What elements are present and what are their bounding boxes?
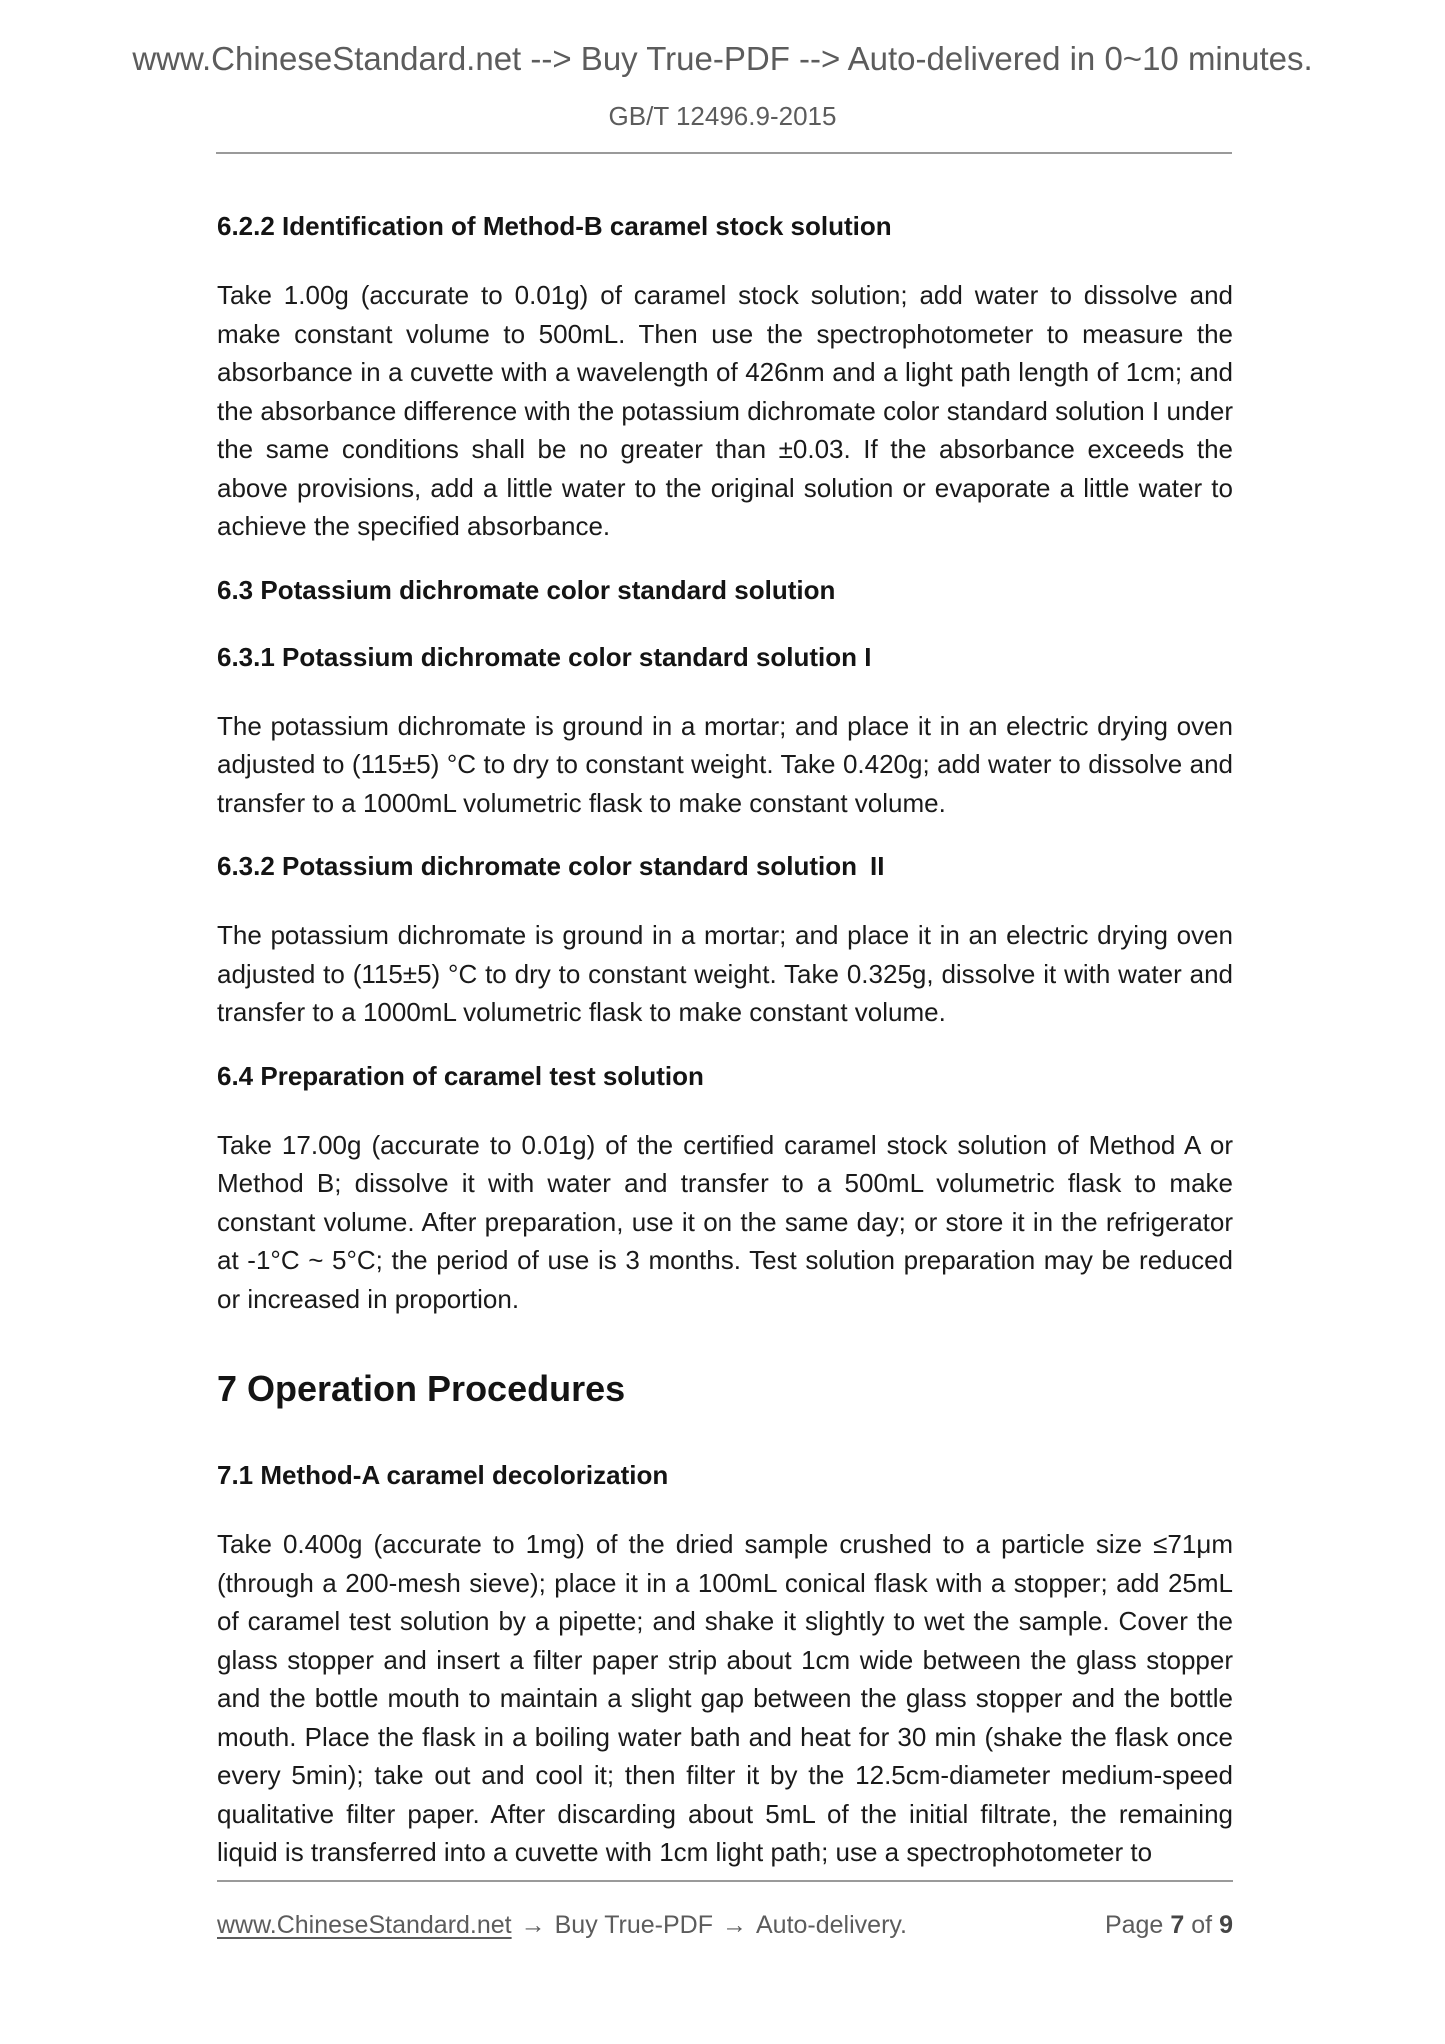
site-banner: www.ChineseStandard.net --> Buy True-PDF --> Auto-delivered in 0~10 minutes.: [132, 40, 1313, 77]
of-label: of: [1191, 1911, 1213, 1939]
footer-row: [217, 1910, 1233, 1940]
paragraph: The potassium dichromate is ground in a mortar; and place it in an electric drying oven adjusted to (115±5) °C to dry to constant weight. Take 0.420g; add water to dissolve and transfer to a 1000mL volumetric flask to make constant volume.: [217, 710, 1233, 818]
footer-buy-label: Buy True-PDF: [554, 1911, 713, 1939]
page-footer: [217, 1880, 1233, 1940]
arrow-right-icon: →: [722, 1911, 747, 1939]
current-page-number: 7: [1170, 1911, 1185, 1939]
section-heading: 7.1 Method-A caramel decolorization: [217, 1460, 669, 1490]
section-heading: 6.3.1 Potassium dichromate color standard solution I: [217, 641, 872, 672]
footer-left: [217, 1910, 907, 1940]
arrow-right-icon: →: [520, 1911, 546, 1939]
footer-site-link[interactable]: www.ChineseStandard.net: [217, 1911, 512, 1939]
section-heading: 6.3.2 Potassium dichromate color standard solution II: [217, 851, 885, 881]
section-heading: 6.4 Preparation of caramel test solution: [217, 1060, 704, 1091]
paragraph: Take 1.00g (accurate to 0.01g) of caramel stock solution; add water to dissolve and make constant volume to 500mL. Then use the spectrophotometer to measure the absorbance in a cuvette with a wavelength of 426nm and a light path length of 1cm; and the absorbance difference with the potassium dichromate color standard solution I under the same conditions shall be no greater than ±0.03. If the absorbance exceeds the above provisions, add a little water to the original solution or evaporate a little water to achieve the specified absorbance.: [217, 280, 1233, 541]
section-heading: 6.2.2 Identification of Method-B caramel stock solution: [217, 211, 892, 241]
section-heading: 6.3 Potassium dichromate color standard solution: [217, 574, 836, 605]
paragraph: The potassium dichromate is ground in a mortar; and place it in an electric drying oven adjusted to (115±5) °C to dry to constant weight. Take 0.325g, dissolve it with water and transfer to a 1000mL volumetric flask to make constant volume.: [217, 920, 1233, 1027]
total-pages-number: 9: [1219, 1911, 1233, 1939]
page-label: Page: [1104, 1911, 1164, 1939]
footer-delivery-label: Auto-delivery.: [756, 1911, 907, 1939]
chapter-heading: 7 Operation Procedures: [217, 1368, 626, 1409]
paragraph: Take 17.00g (accurate to 0.01g) of the certified caramel stock solution of Method A or Method B; dissolve it with water and transfer to a 500mL volumetric flask to make constant volume. After preparation, use it on the same day; or store it in the refrigerator at -1°C ~ 5°C; the period of use is 3 months. Test solution preparation may be reduced or increased in proportion.: [217, 1129, 1233, 1314]
page-indicator: [1105, 1910, 1233, 1940]
footer-divider: [217, 1880, 1233, 1882]
document-body: [217, 154, 1233, 1902]
paragraph: Take 0.400g (accurate to 1mg) of the dried sample crushed to a particle size ≤71μm (through a 200-mesh sieve); place it in a 100mL conical flask with a stopper; add 25mL of caramel test solution by a pipette; and shake it slightly to wet the sample. Cover the glass stopper and insert a filter paper strip about 1cm wide between the glass stopper and the bottle mouth to maintain a slight gap between the glass stopper and the bottle mouth. Place the flask in a boiling water bath and heat for 30 min (shake the flask once every 5min); take out and cool it; then filter it by the 12.5cm-diameter medium-speed qualitative filter paper. After discarding about 5mL of the initial filtrate, the remaining liquid is transferred into a cuvette with 1cm light path; use a spectrophotometer to: [217, 1529, 1233, 1867]
standard-number: GB/T 12496.9-2015: [608, 101, 837, 131]
